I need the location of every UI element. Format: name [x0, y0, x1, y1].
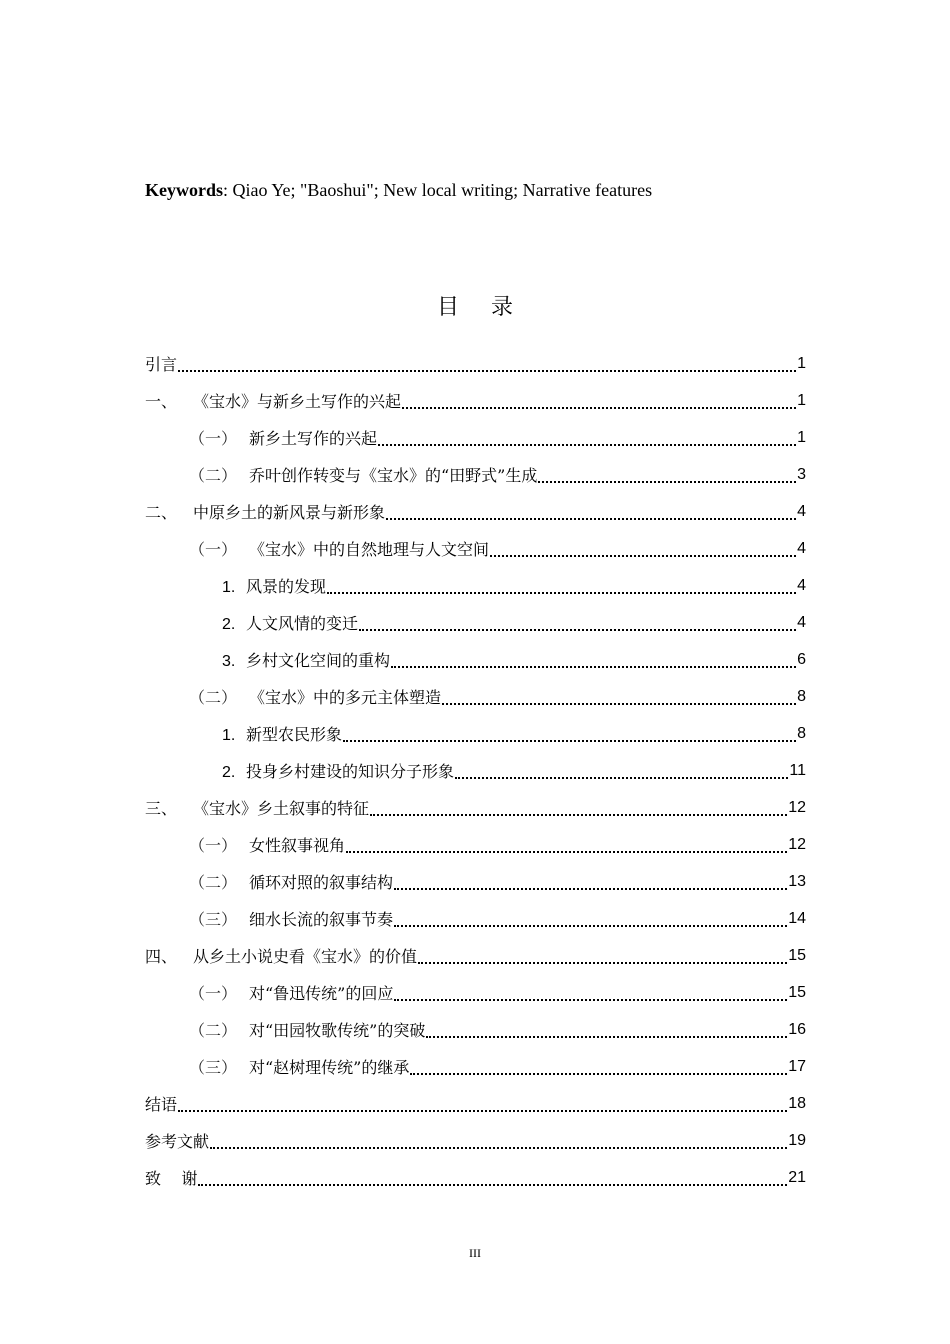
toc-entry-page: 6 [797, 650, 806, 668]
toc-entry-page: 21 [788, 1168, 806, 1186]
toc-entry-label [189, 426, 377, 449]
toc-entry-number: 1. [222, 727, 236, 744]
toc-leader-dots [391, 666, 796, 668]
toc-entry-number: 一、 [145, 392, 178, 411]
toc-entry-page: 8 [797, 687, 806, 705]
toc-entry-label [145, 1166, 197, 1189]
toc-entry-page: 14 [788, 909, 806, 927]
keywords-line [145, 180, 652, 201]
toc-entry[interactable] [145, 789, 806, 826]
toc-entry-label [222, 611, 358, 634]
toc-entry-label [189, 1018, 425, 1041]
toc-entry-number: （一） [189, 540, 238, 559]
toc-entry-title: 参考文献 [145, 1132, 210, 1151]
toc-entry-title: 《宝水》与新乡土写作的兴起 [193, 392, 402, 411]
toc-entry-number: 三、 [145, 799, 178, 818]
toc-entry-title: 循环对照的叙事结构 [249, 873, 394, 892]
toc-entry-title: 新型农民形象 [246, 725, 343, 744]
toc-entry-label [145, 1129, 209, 1152]
toc-entry-page: 4 [797, 539, 806, 557]
toc-entry-page: 3 [797, 465, 806, 483]
toc-entry-number: 二、 [145, 503, 178, 522]
toc-entry[interactable] [145, 1122, 806, 1159]
toc-entry-title: 中原乡土的新风景与新形象 [193, 503, 386, 522]
toc-leader-dots [394, 925, 787, 927]
toc-entry[interactable] [145, 826, 806, 863]
toc-entry[interactable] [145, 715, 806, 752]
toc-leader-dots [538, 481, 796, 483]
toc-entry-label [189, 1055, 409, 1078]
toc-entry-title: 风景的发现 [246, 577, 327, 596]
toc-entry[interactable] [145, 1085, 806, 1122]
toc-entry-label [189, 537, 489, 560]
toc-entry-label [145, 500, 385, 523]
toc-entry-title: 《宝水》乡土叙事的特征 [193, 799, 370, 818]
toc-entry-label [189, 685, 441, 708]
keywords-label: Keywords [145, 180, 223, 200]
toc-leader-dots [402, 407, 796, 409]
toc-entry-label [189, 870, 393, 893]
toc-leader-dots [490, 555, 796, 557]
toc-entry-label [222, 759, 454, 782]
toc-entry-number: 四、 [145, 947, 178, 966]
toc-entry[interactable] [145, 530, 806, 567]
toc-entry-title: 对“田园牧歌传统”的突破 [249, 1021, 426, 1040]
toc-entry-title: 投身乡村建设的知识分子形象 [246, 762, 455, 781]
toc-leader-dots [394, 888, 787, 890]
toc-entry-title: 《宝水》中的多元主体塑造 [249, 688, 442, 707]
toc-entry-title: 女性叙事视角 [249, 836, 346, 855]
toc-leader-dots [455, 777, 788, 779]
toc-entry-label [222, 574, 326, 597]
toc-leader-dots [378, 444, 796, 446]
toc-entry-label [189, 907, 393, 930]
toc-title: 目录 [436, 295, 545, 320]
toc-entry-number: （二） [189, 1021, 238, 1040]
keywords-text: : Qiao Ye; "Baoshui"; New local writing; Narrative features [223, 180, 653, 200]
toc-entry[interactable] [145, 456, 806, 493]
toc-entry-title: 结语 [145, 1095, 178, 1114]
toc-entry-page: 15 [788, 983, 806, 1001]
toc-entry-number: （一） [189, 836, 238, 855]
toc-entry[interactable] [145, 641, 806, 678]
toc-entry-title: 新乡土写作的兴起 [249, 429, 378, 448]
toc-entry-label [145, 944, 417, 967]
toc-leader-dots [210, 1147, 787, 1149]
toc-entry-page: 1 [797, 391, 806, 409]
toc-entry-number: （二） [189, 466, 238, 485]
toc-leader-dots [394, 999, 787, 1001]
toc-entry-number: （三） [189, 910, 238, 929]
toc-entry[interactable] [145, 678, 806, 715]
toc-entry-label [145, 352, 177, 375]
toc-entry-page: 11 [789, 761, 806, 779]
toc-leader-dots [410, 1073, 787, 1075]
toc-entry[interactable] [145, 493, 806, 530]
toc-entry-number: 1. [222, 579, 236, 596]
toc-entry-title: 乔叶创作转变与《宝水》的“田野式”生成 [249, 466, 538, 485]
toc-leader-dots [442, 703, 796, 705]
toc-leader-dots [178, 1110, 787, 1112]
toc-entry-page: 4 [797, 502, 806, 520]
toc-entry-title: 人文风情的变迁 [246, 614, 359, 633]
toc-leader-dots [198, 1184, 787, 1186]
toc-leader-dots [418, 962, 787, 964]
toc-entry-label [189, 981, 393, 1004]
toc-entry-number: 3. [222, 653, 236, 670]
toc-entry-page: 1 [797, 354, 806, 372]
toc-entry-number: （一） [189, 984, 238, 1003]
toc-entry[interactable] [145, 345, 806, 382]
table-of-contents [145, 345, 806, 1196]
toc-entry-page: 13 [788, 872, 806, 890]
toc-entry-number: （三） [189, 1058, 238, 1077]
toc-entry-label [145, 389, 401, 412]
toc-leader-dots [370, 814, 787, 816]
toc-entry-page: 1 [797, 428, 806, 446]
toc-entry[interactable] [145, 937, 806, 974]
toc-entry-title: 乡村文化空间的重构 [246, 651, 391, 670]
toc-entry-label [189, 463, 537, 486]
toc-entry-label [145, 796, 369, 819]
toc-entry[interactable] [145, 752, 806, 789]
toc-leader-dots [359, 629, 796, 631]
toc-entry-number: 2. [222, 764, 236, 781]
toc-entry-title: 引言 [145, 355, 178, 374]
toc-entry[interactable] [145, 863, 806, 900]
toc-entry-title: 致 谢 [145, 1169, 198, 1188]
toc-entry-title: 《宝水》中的自然地理与人文空间 [249, 540, 490, 559]
toc-leader-dots [346, 851, 787, 853]
toc-entry[interactable] [145, 1011, 806, 1048]
toc-entry-page: 19 [788, 1131, 806, 1149]
toc-entry-page: 17 [788, 1057, 806, 1075]
toc-entry-page: 18 [788, 1094, 806, 1112]
toc-entry[interactable] [145, 604, 806, 641]
toc-entry-number: （二） [189, 873, 238, 892]
toc-entry-title: 从乡土小说史看《宝水》的价值 [193, 947, 418, 966]
toc-entry-title: 对“赵树理传统”的继承 [249, 1058, 410, 1077]
toc-entry[interactable] [145, 1048, 806, 1085]
toc-entry-page: 12 [788, 798, 806, 816]
toc-entry[interactable] [145, 974, 806, 1011]
toc-entry-page: 4 [797, 613, 806, 631]
toc-entry-number: （二） [189, 688, 238, 707]
toc-entry-number: 2. [222, 616, 236, 633]
toc-entry-page: 12 [788, 835, 806, 853]
toc-entry[interactable] [145, 382, 806, 419]
toc-leader-dots [178, 370, 796, 372]
toc-leader-dots [343, 740, 796, 742]
toc-entry-label [222, 722, 342, 745]
toc-leader-dots [426, 1036, 787, 1038]
toc-leader-dots [386, 518, 796, 520]
toc-entry-title: 对“鲁迅传统”的回应 [249, 984, 394, 1003]
toc-entry-label [189, 833, 345, 856]
toc-entry-title: 细水长流的叙事节奏 [249, 910, 394, 929]
toc-leader-dots [327, 592, 796, 594]
toc-entry-page: 4 [797, 576, 806, 594]
toc-entry-page: 16 [788, 1020, 806, 1038]
toc-entry[interactable] [145, 1159, 806, 1196]
toc-entry-label [145, 1092, 177, 1115]
toc-entry-number: （一） [189, 429, 238, 448]
page-number: III [469, 1246, 481, 1260]
toc-entry-page: 8 [797, 724, 806, 742]
toc-entry-page: 15 [788, 946, 806, 964]
toc-entry[interactable] [145, 419, 806, 456]
toc-entry[interactable] [145, 900, 806, 937]
toc-entry[interactable] [145, 567, 806, 604]
toc-entry-label [222, 648, 390, 671]
